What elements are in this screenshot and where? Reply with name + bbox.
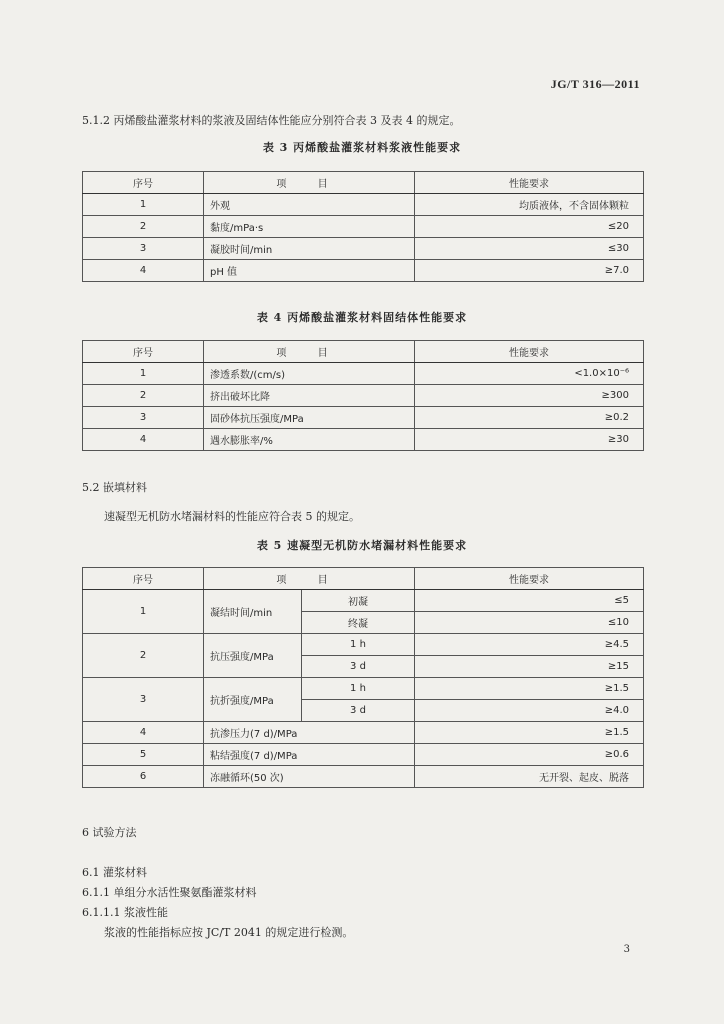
- row-requirement: <1.0×10⁻⁶: [415, 363, 644, 385]
- header-requirement: 性能要求: [415, 341, 644, 363]
- row-no: 4: [83, 722, 204, 744]
- table-row: [83, 590, 644, 612]
- row-item: 遇水膨胀率/%: [204, 429, 415, 451]
- table-header-row: [83, 341, 644, 363]
- row-no: 2: [83, 216, 204, 238]
- row-requirement: ≥7.0: [415, 260, 644, 282]
- row-item: 抗渗压力(7 d)/MPa: [204, 722, 415, 744]
- header-no: 序号: [83, 341, 204, 363]
- table-row: [83, 385, 644, 407]
- row-requirement: ≥1.5: [415, 678, 644, 700]
- row-requirement: 均质液体，不含固体颗粒: [415, 194, 644, 216]
- row-no: 1: [83, 590, 204, 634]
- row-item: 抗折强度/MPa: [204, 678, 302, 722]
- table5-caption: 表 5 速凝型无机防水堵漏材料性能要求: [256, 539, 468, 552]
- table-row: [83, 194, 644, 216]
- row-no: 1: [83, 194, 204, 216]
- row-requirement: ≥4.0: [415, 700, 644, 722]
- row-no: 2: [83, 385, 204, 407]
- row-requirement: ≥30: [415, 429, 644, 451]
- header-item: 项 目: [204, 172, 415, 194]
- header-item: 项 目: [204, 341, 415, 363]
- table-row: [83, 407, 644, 429]
- row-item: 黏度/mPa·s: [204, 216, 415, 238]
- row-sub-item: 初凝: [302, 590, 415, 612]
- row-sub-item: 3 d: [302, 700, 415, 722]
- row-requirement: ≤10: [415, 612, 644, 634]
- row-item: 外观: [204, 194, 415, 216]
- section-5-2-title: 5.2 嵌填材料: [82, 481, 147, 494]
- row-item: 固砂体抗压强度/MPa: [204, 407, 415, 429]
- row-requirement: ≥300: [415, 385, 644, 407]
- row-requirement: ≥0.2: [415, 407, 644, 429]
- row-requirement: ≥1.5: [415, 722, 644, 744]
- table-row: [83, 744, 644, 766]
- header-item: 项 目: [204, 568, 415, 590]
- row-item: pH 值: [204, 260, 415, 282]
- row-no: 4: [83, 429, 204, 451]
- header-requirement: 性能要求: [415, 568, 644, 590]
- table-row: [83, 238, 644, 260]
- row-requirement: ≥0.6: [415, 744, 644, 766]
- row-requirement: ≤30: [415, 238, 644, 260]
- row-requirement: 无开裂、起皮、脱落: [415, 766, 644, 788]
- table5: [82, 567, 644, 788]
- row-requirement: ≥4.5: [415, 634, 644, 656]
- table-header-row: [83, 172, 644, 194]
- row-sub-item: 1 h: [302, 634, 415, 656]
- table-row: [83, 216, 644, 238]
- row-no: 3: [83, 678, 204, 722]
- row-no: 6: [83, 766, 204, 788]
- row-sub-item: 3 d: [302, 656, 415, 678]
- document-code: JG/T 316—2011: [550, 77, 640, 91]
- table-row: [83, 766, 644, 788]
- table-row: [83, 363, 644, 385]
- table3-caption: 表 3 丙烯酸盐灌浆材料浆液性能要求: [262, 141, 462, 154]
- row-no: 3: [83, 407, 204, 429]
- table-row: [83, 634, 644, 656]
- row-no: 1: [83, 363, 204, 385]
- clause-5-1-2: 5.1.2 丙烯酸盐灌浆材料的浆液及固结体性能应分别符合表 3 及表 4 的规定。: [82, 114, 461, 127]
- row-item: 抗压强度/MPa: [204, 634, 302, 678]
- table-row: [83, 429, 644, 451]
- table4-caption: 表 4 丙烯酸盐灌浆材料固结体性能要求: [256, 311, 468, 324]
- table-row: [83, 260, 644, 282]
- row-no: 4: [83, 260, 204, 282]
- section-5-2-text: 速凝型无机防水堵漏材料的性能应符合表 5 的规定。: [104, 510, 360, 523]
- row-item: 凝胶时间/min: [204, 238, 415, 260]
- table-row: [83, 722, 644, 744]
- row-sub-item: 终凝: [302, 612, 415, 634]
- page-number: 3: [623, 944, 630, 955]
- row-item: 挤出破坏比降: [204, 385, 415, 407]
- header-requirement: 性能要求: [415, 172, 644, 194]
- row-requirement: ≥15: [415, 656, 644, 678]
- row-sub-item: 1 h: [302, 678, 415, 700]
- row-requirement: ≤5: [415, 590, 644, 612]
- table-header-row: [83, 568, 644, 590]
- row-item: 冻融循环(50 次): [204, 766, 415, 788]
- table-row: [83, 678, 644, 700]
- row-requirement: ≤20: [415, 216, 644, 238]
- row-no: 3: [83, 238, 204, 260]
- table3: [82, 171, 644, 282]
- section-6-1-1-1-text: 浆液的性能指标应按 JC/T 2041 的规定进行检测。: [104, 926, 354, 939]
- row-item: 渗透系数/(cm/s): [204, 363, 415, 385]
- header-no: 序号: [83, 568, 204, 590]
- table4: [82, 340, 644, 451]
- header-no: 序号: [83, 172, 204, 194]
- section-6-1-title: 6.1 灌浆材料: [82, 866, 147, 879]
- section-6-1-1-1-title: 6.1.1.1 浆液性能: [82, 906, 168, 919]
- row-item: 凝结时间/min: [204, 590, 302, 634]
- section-6-1-1-title: 6.1.1 单组分水活性聚氨酯灌浆材料: [82, 886, 257, 899]
- row-item: 粘结强度(7 d)/MPa: [204, 744, 415, 766]
- row-no: 2: [83, 634, 204, 678]
- row-no: 5: [83, 744, 204, 766]
- section-6-title: 6 试验方法: [82, 826, 137, 839]
